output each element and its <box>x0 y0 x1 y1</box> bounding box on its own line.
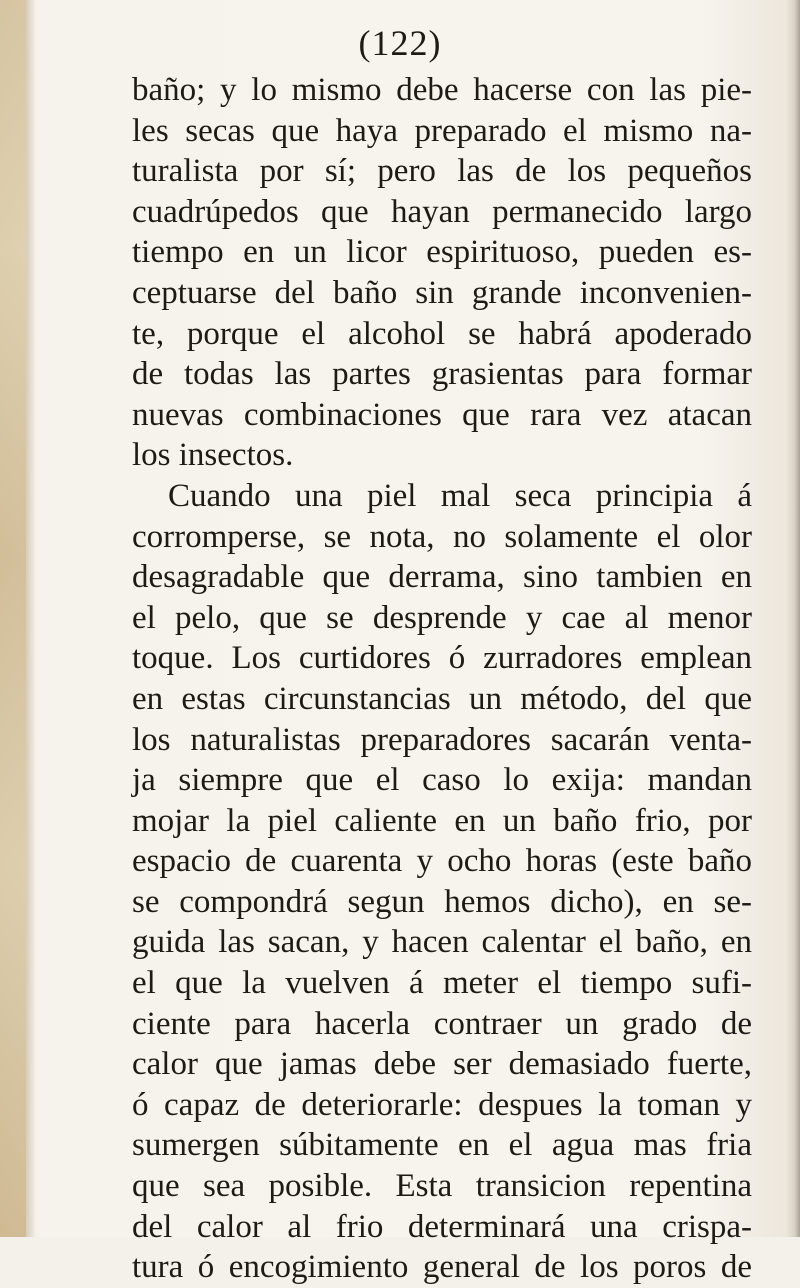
text-line: espacio de cuarenta y ocho horas (este baño <box>132 843 752 880</box>
text-line: tura ó encogimiento general de los poros de <box>132 1249 752 1286</box>
text-line: ja siempre que el caso lo exija: mandan <box>132 762 752 799</box>
text-line: el pelo, que se desprende y cae al menor <box>132 599 752 636</box>
text-line: desagradable que derrama, sino tambien en <box>132 559 752 596</box>
text-line: corromperse, se nota, no solamente el olor <box>132 518 752 555</box>
page-number: (122) <box>358 23 442 63</box>
text-line: tiempo en un licor espirituoso, pueden es- <box>132 234 752 271</box>
text-line: que sea posible. Esta transicion repentina <box>132 1168 752 1205</box>
text-line: te, porque el alcohol se habrá apoderado <box>132 315 752 352</box>
text-line: cuadrúpedos que hayan permanecido largo <box>132 193 752 230</box>
text-line: baño; y lo mismo debe hacerse con las pie- <box>132 72 752 108</box>
page-binding-edge <box>0 0 26 1237</box>
text-line: ó capaz de deteriorarle: despues la toman y <box>132 1086 752 1123</box>
text-line: se compondrá segun hemos dicho), en se- <box>132 883 752 920</box>
text-line: los naturalistas preparadores sacarán venta- <box>132 721 752 758</box>
text-line: ceptuarse del baño sin grande inconvenien- <box>132 274 752 311</box>
text-line: mojar la piel caliente en un baño frio, por <box>132 802 752 839</box>
text-line: turalista por sí; pero las de los pequeños <box>132 153 752 190</box>
text-line: nuevas combinaciones que rara vez atacan <box>132 396 752 433</box>
text-line: ciente para hacerla contraer un grado de <box>132 1005 752 1042</box>
text-line: los insectos. <box>132 437 294 474</box>
text-line: guida las sacan, y hacen calentar el baño, en <box>132 924 752 961</box>
text-line: Cuando una piel mal seca principia á <box>168 477 752 514</box>
binding-shadow <box>26 0 36 1237</box>
text-line: del calor al frio determinará una crispa- <box>132 1208 752 1245</box>
text-line: les secas que haya preparado el mismo na- <box>132 112 752 149</box>
text-line: el que la vuelven á meter el tiempo sufi- <box>132 965 752 1002</box>
text-line: toque. Los curtidores ó zurradores emplean <box>132 640 752 677</box>
page-right-edge <box>786 0 800 1237</box>
text-line: calor que jamas debe ser demasiado fuerte, <box>132 1046 752 1083</box>
text-line: sumergen súbitamente en el agua mas fria <box>132 1127 752 1164</box>
body-text <box>132 70 752 1288</box>
text-line: en estas circunstancias un método, del que <box>132 680 752 717</box>
text-line: de todas las partes grasientas para formar <box>132 356 752 393</box>
